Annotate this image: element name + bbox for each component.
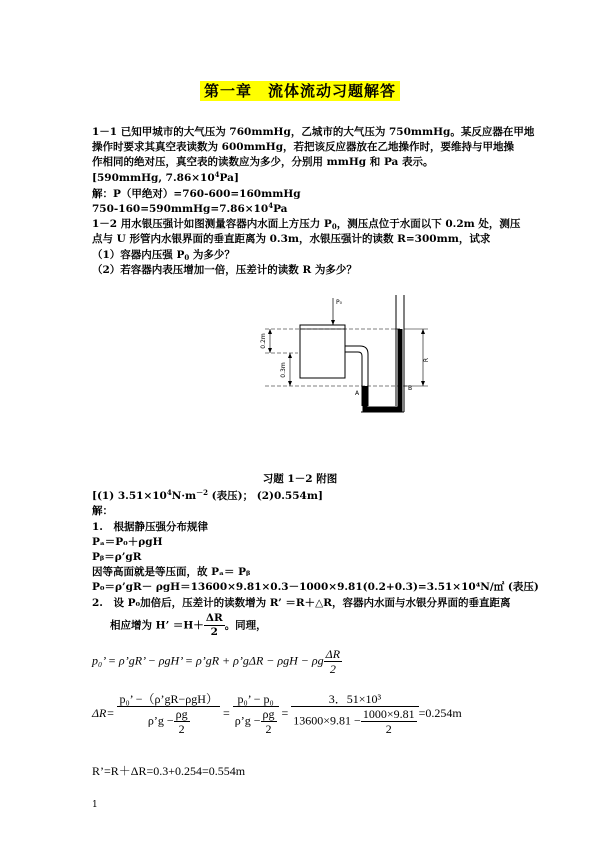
page-number: 1 (92, 800, 98, 810)
equation-r-prime: R’=R＋ΔR=0.3+0.254=0.554m (92, 764, 246, 778)
manometer-figure (230, 290, 460, 415)
problem-1-2-question2: （2）若容器内表压增加一倍，压差计的读数 R 为多少？ (92, 264, 357, 276)
problem-1-1-answer: [590mmHg, $7.86\times 10^4Pa$] (92, 170, 239, 184)
problem-1-2-line1: 1－2 用水银压强计如图测量容器内水面上方压力 $P_0$，测压点位于水面以下 0.2m 处，测压 (92, 218, 521, 231)
step1-title: 1. 根据静压强分布规律 (92, 521, 208, 533)
figure-caption: 习题 1－2 附图 (262, 473, 338, 485)
label-0-2m: 0.2m (260, 333, 267, 349)
label-A: A (355, 390, 360, 397)
equation-pa: Pₐ＝P₀＋ρgH (92, 536, 163, 548)
equation-delta-r: ΔR= p₀’ −（ρ’gR−ρgH） ρ’g − $\frac{\rho g}{2}$ = p₀’ − p₀ ρ’g − $\frac{\rho g}{2}$ = 3．51×10³ 13600×9.81 − $\frac{1000\times 9.81}{2}$ =0.254m (92, 692, 462, 736)
problem-1-2-question1: （1）容器内压强 $P_0$ 为多少？ (92, 249, 235, 262)
mercury-column (365, 329, 400, 409)
problem-1-2-answer: [(1) $3.51\times 10^4N\cdot m^{-2}$ (表压)； (2)0.554m] (92, 488, 323, 502)
problem-1-1-line1: 1－1 已知甲城市的大气压为 760mmHg，乙城市的大气压为 750mmHg。某反应器在甲地 (92, 126, 535, 138)
problem-1-1-line3: 作相同的绝对压，真空表的读数应为多少，分别用 mmHg 和 Pa 表示。 (92, 156, 434, 168)
connecting-tube-inner (345, 352, 362, 406)
problem-1-1-solution-line1: 解：P（甲绝对）=760-600=160mmHg (92, 188, 301, 200)
step2-line1: 2. 设 P₀加倍后，压差计的读数增为 R’ ＝R＋△R，容器内水面与水银分界面的垂直距离 (92, 597, 511, 609)
equation-pb: Pᵦ＝ρ’gR (92, 551, 142, 563)
equation-p0-prime: p₀’ = ρ’gR’ − ρgH’ = ρ’gR + ρ’gΔR − ρgH − ρg $\frac{\Delta R}{2}$ (92, 647, 341, 676)
p0-result: P₀＝ρ’gR－ ρgH＝13600×9.81×0.3－1000×9.81(0.2+0.3)=3.51×10⁴N/㎡ (表压) (92, 581, 539, 593)
problem-1-1-line2: 操作时要求其真空表读数为 600mmHg，若把该反应器放在乙地操作时，要维持与甲地操 (92, 141, 515, 153)
page-title: 第一章 流体流动习题解答 (0, 80, 600, 101)
container (300, 325, 345, 378)
label-R: R (423, 357, 430, 363)
label-p0: P₀ (336, 299, 343, 306)
equal-plane-text: 因等高面就是等压面，故 Pₐ＝ Pᵦ (92, 566, 251, 578)
step2-line2: 相应增为 H’ ＝H＋ $\frac{\Delta R}{2}$ 。同理， (110, 612, 267, 638)
problem-1-2-line2: 点与 U 形管内水银界面的垂直距离为 0.3m，水银压强计的读数 R=300mm，试求 (92, 233, 491, 245)
label-B: B (408, 385, 413, 392)
label-0-3m: 0.3m (280, 362, 287, 378)
solution-label: 解： (92, 505, 113, 517)
problem-1-1-solution-line2: $750-160=590mmHg=7.86\times 10^4Pa$ (92, 201, 288, 215)
